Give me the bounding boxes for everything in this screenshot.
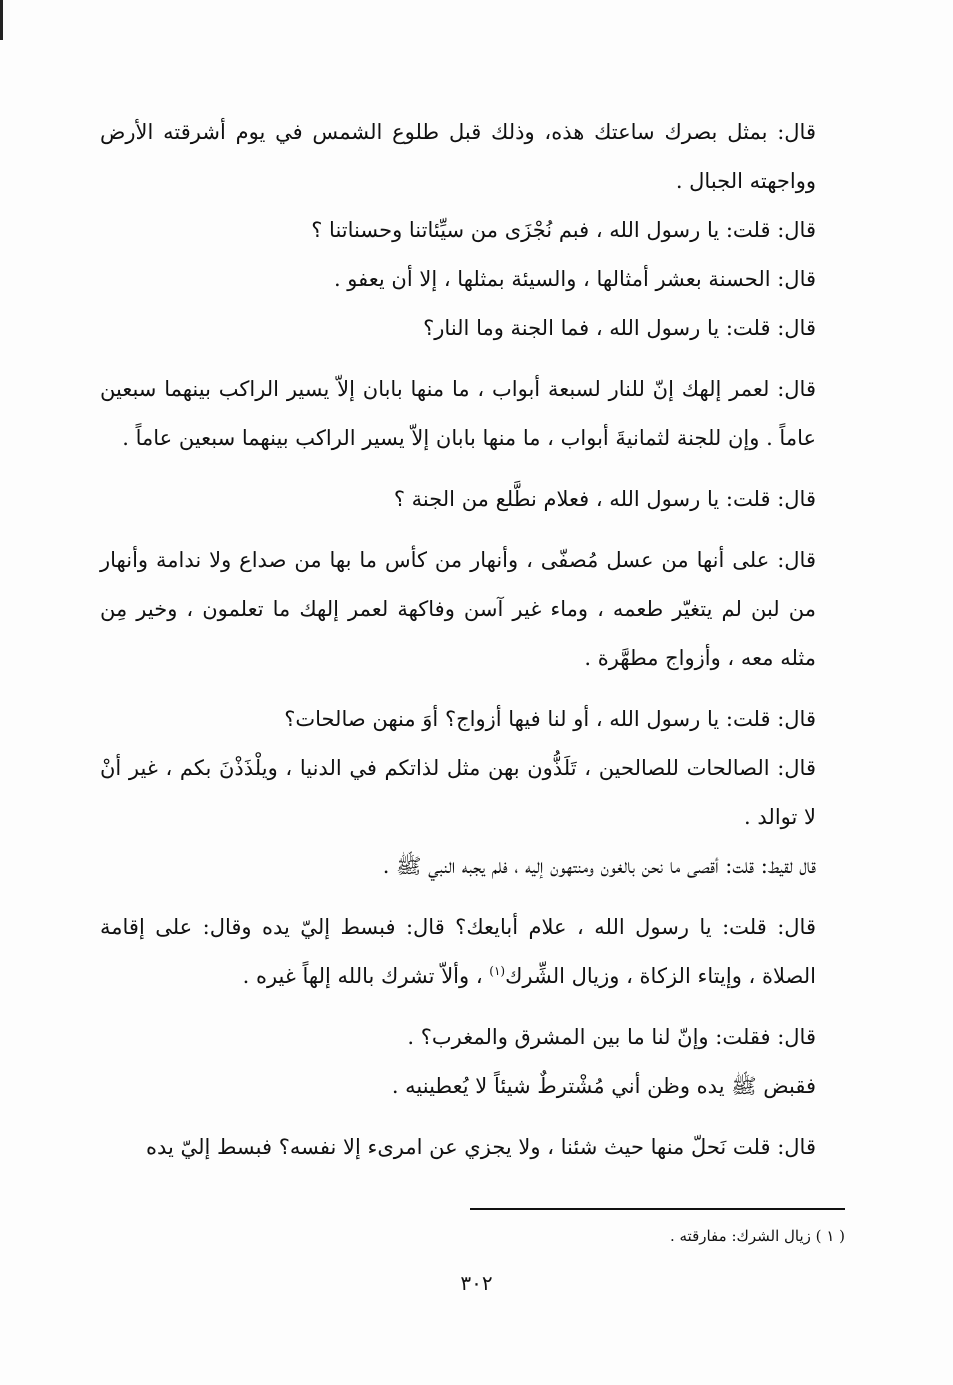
footnote-reference: (١) <box>489 964 506 978</box>
paragraph-10: قال لقيط: قلت: أقصى ما نحن بالغون ومنتهون إليه ، فلم يجبه النبي ﷺ . <box>382 854 816 878</box>
paragraph-gap <box>100 353 860 365</box>
paragraph-gap <box>100 463 860 475</box>
paragraph-4: قال: قلت: يا رسول الله ، فما الجنة وما النار؟ <box>423 316 816 340</box>
footnote-divider <box>470 1208 845 1210</box>
paragraph-1: قال: بمثل بصرك ساعتك هذه، وذلك قبل طلوع الشمس في يوم أشرقته الأرض وواجهته الجبال . <box>100 120 816 193</box>
paragraph-13: فقبض ﷺ يده وظن أني مُشْترطٌ شيئاً لا يُعطينيه . <box>391 1074 816 1098</box>
paragraph-11-text: قال: قلت: يا رسول الله ، علام أبايعك؟ قال: فبسط إليّ يده وقال: على إقامة الصلاة ، وإيتاء الزكاة ، وزيال الشِّرك <box>100 915 816 988</box>
paragraph-11-text-after: ، وألاّ تشرك بالله إلهاً غيره . <box>242 964 490 988</box>
page-number: ٣٠٢ <box>460 1271 493 1295</box>
paragraph-14: قال: قلت نَحلّ منها حيث شئنا ، ولا يجزي عن امرىء إلا نفسه؟ فبسط إليّ يده <box>146 1135 816 1159</box>
paragraph-7: قال: على أنها من عسل مُصفّى ، وأنهار من كأس ما بها من صداع ولا ندامة وأنهار من لبن لم يتغيّر طعمه ، وماء غير آسن وفاكهة لعمر إلهك ما تعلمون ، وخير مِن مثله معه ، وأزواج مطهَّرة . <box>100 548 816 670</box>
paragraph-8: قال: قلت: يا رسول الله ، أو لنا فيها أزواج؟ أوَ منهن صالحات؟ <box>284 707 816 731</box>
body-text <box>100 108 860 1172</box>
paragraph-2: قال: قلت: يا رسول الله ، فبم نُجْزَى من سيِّئاتنا وحسناتنا ؟ <box>311 218 816 242</box>
paragraph-11 <box>100 903 860 1001</box>
footnote: ( ١ ) زيال الشرك: مفارقته . <box>669 1227 845 1245</box>
scan-edge-mark <box>0 0 3 40</box>
paragraph-gap <box>100 1111 860 1123</box>
paragraph-gap <box>100 891 860 903</box>
paragraph-5: قال: لعمر إلهك إنّ للنار لسبعة أبواب ، ما منها بابان إلاّ يسير الراكب بينهما سبعين عاماً . وإن للجنة لثمانيةَ أبواب ، ما منها بابان إلاّ يسير الراكب بينهما سبعين عاماً . <box>100 377 816 450</box>
paragraph-9: قال: الصالحات للصالحين ، تَلَذُّون بهن مثل لذاتكم في الدنيا ، ويلْذَذْنَ بكم ، غير أنْ لا توالد . <box>100 756 816 829</box>
paragraph-gap <box>100 683 860 695</box>
paragraph-gap <box>100 524 860 536</box>
paragraph-6: قال: قلت: يا رسول الله ، فعلام نطَّلع من الجنة ؟ <box>393 487 816 511</box>
paragraph-3: قال: الحسنة بعشر أمثالها ، والسيئة بمثلها ، إلا أن يعفو . <box>333 267 816 291</box>
paragraph-12: قال: فقلت: وإنّ لنا ما بين المشرق والمغرب؟ . <box>407 1025 816 1049</box>
paragraph-gap <box>100 1001 860 1013</box>
